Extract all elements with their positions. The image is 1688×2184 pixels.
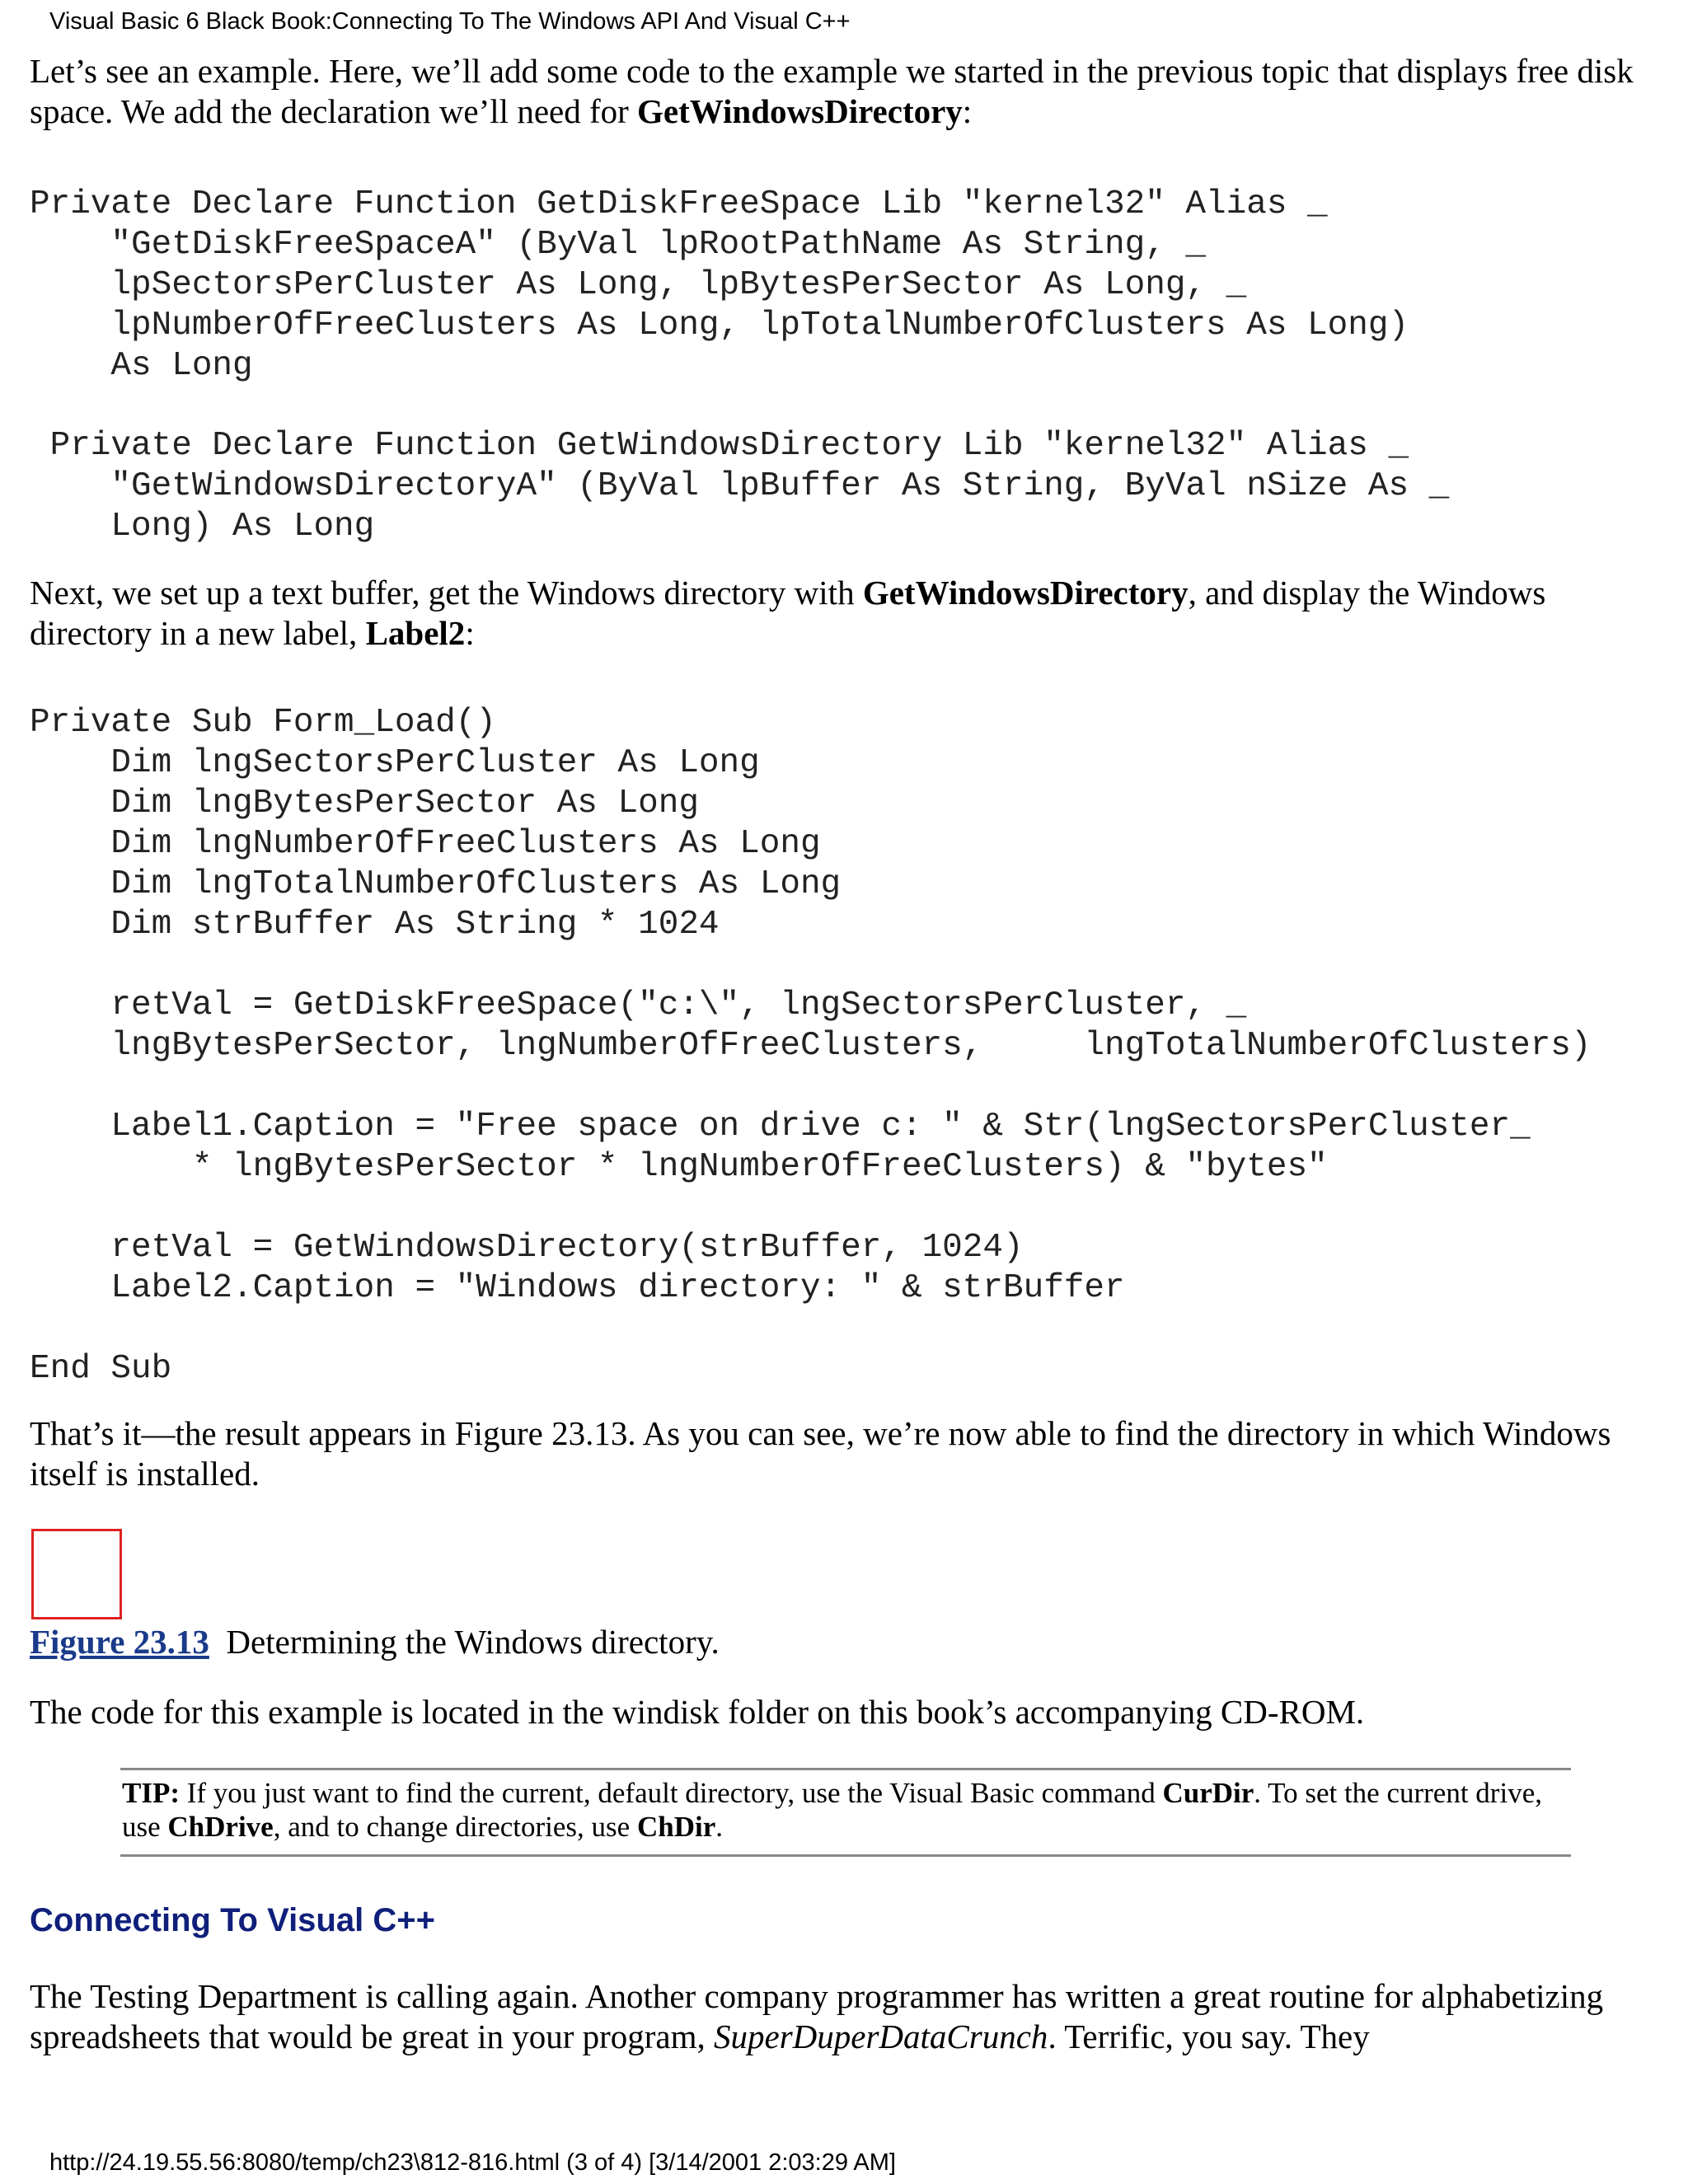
code-block-getwindowsdirectory: Private Declare Function GetWindowsDirectory Lib "kernel32" Alias _ "GetWindowsDirectoryA" (ByVal lpBuffer As String, ByVal nSize As _ Long) As Long xyxy=(49,427,1450,546)
code-location-paragraph: The code for this example is located in the windisk folder on this book’s accompanying CD-ROM. xyxy=(30,1693,1365,1731)
function-name: GetWindowsDirectory xyxy=(862,574,1189,612)
testing-paragraph: The Testing Department is calling again. Another company programmer has written a great routine for alphabetizing spreadsheets that would be great in your program, SuperDuperDataCrunch. Terrific, you say. They xyxy=(30,1977,1604,2055)
intro-paragraph: Let’s see an example. Here, we’ll add some code to the example we started in the previous topic that displays free disk space. We add the declaration we’ll need for GetWindowsDirectory: xyxy=(30,52,1634,130)
tip-bottom-rule xyxy=(120,1854,1571,1857)
code-block-getdiskfreespace: Private Declare Function GetDiskFreeSpace Lib "kernel32" Alias _ "GetDiskFreeSpaceA" (ByVal lpRootPathName As String, _ lpSectorsPerCluster As Long, lpBytesPerSector As Long, _ lpNumberOfFreeClusters As Long, lpTotalNumberOfClusters As Long) As Long xyxy=(30,185,1409,385)
program-name: SuperDuperDataCrunch xyxy=(714,2018,1048,2055)
figure-image-placeholder[interactable] xyxy=(31,1529,122,1619)
figure-caption: Figure 23.13 Determining the Windows directory. xyxy=(30,1623,720,1661)
buffer-paragraph: Next, we set up a text buffer, get the Windows directory with GetWindowsDirectory, and display the Windows directory in a new label, Label2: xyxy=(30,574,1546,652)
result-paragraph: That’s it—the result appears in Figure 23.13. As you can see, we’re now able to find the directory in which Windows itself is installed. xyxy=(30,1414,1611,1493)
label-name: Label2 xyxy=(365,614,466,652)
tip-top-rule xyxy=(120,1768,1571,1770)
section-title: Connecting To Visual C++ xyxy=(30,1902,435,1938)
figure-link[interactable]: Figure 23.13 xyxy=(30,1623,209,1661)
page-footer-url: http://24.19.55.56:8080/temp/ch23\812-816.html (3 of 4) [3/14/2001 2:03:29 AM] xyxy=(49,2149,896,2176)
function-name: GetWindowsDirectory xyxy=(637,92,963,130)
tip-box: TIP: If you just want to find the current, default directory, use the Visual Basic command CurDir. To set the current drive, use ChDrive, and to change directories, use ChDir. xyxy=(122,1777,1542,1843)
page-header: Visual Basic 6 Black Book:Connecting To The Windows API And Visual C++ xyxy=(49,8,851,35)
tip-label: TIP: xyxy=(122,1777,180,1809)
code-block-form-load: Private Sub Form_Load() Dim lngSectorsPerCluster As Long Dim lngBytesPerSector As Long Dim lngNumberOfFreeClusters As Long Dim lngTotalNumberOfClusters As Long Dim strBuffer As String * 1024 retVal = GetDiskFreeSpace("c:\", lngSectorsPerCluster, _ lngBytesPerSector, lngNumberOfFreeClusters, lngTotalNumberOfClusters) Label1.Caption = "Free space on drive c: " & Str(lngSectorsPerCluster_ * lngBytesPerSector * lngNumberOfFreeClusters) & "bytes" retVal = GetWindowsDirectory(strBuffer, 1024) Label2.Caption = "Windows directory: " & strBuffer End Sub xyxy=(30,704,1592,1388)
